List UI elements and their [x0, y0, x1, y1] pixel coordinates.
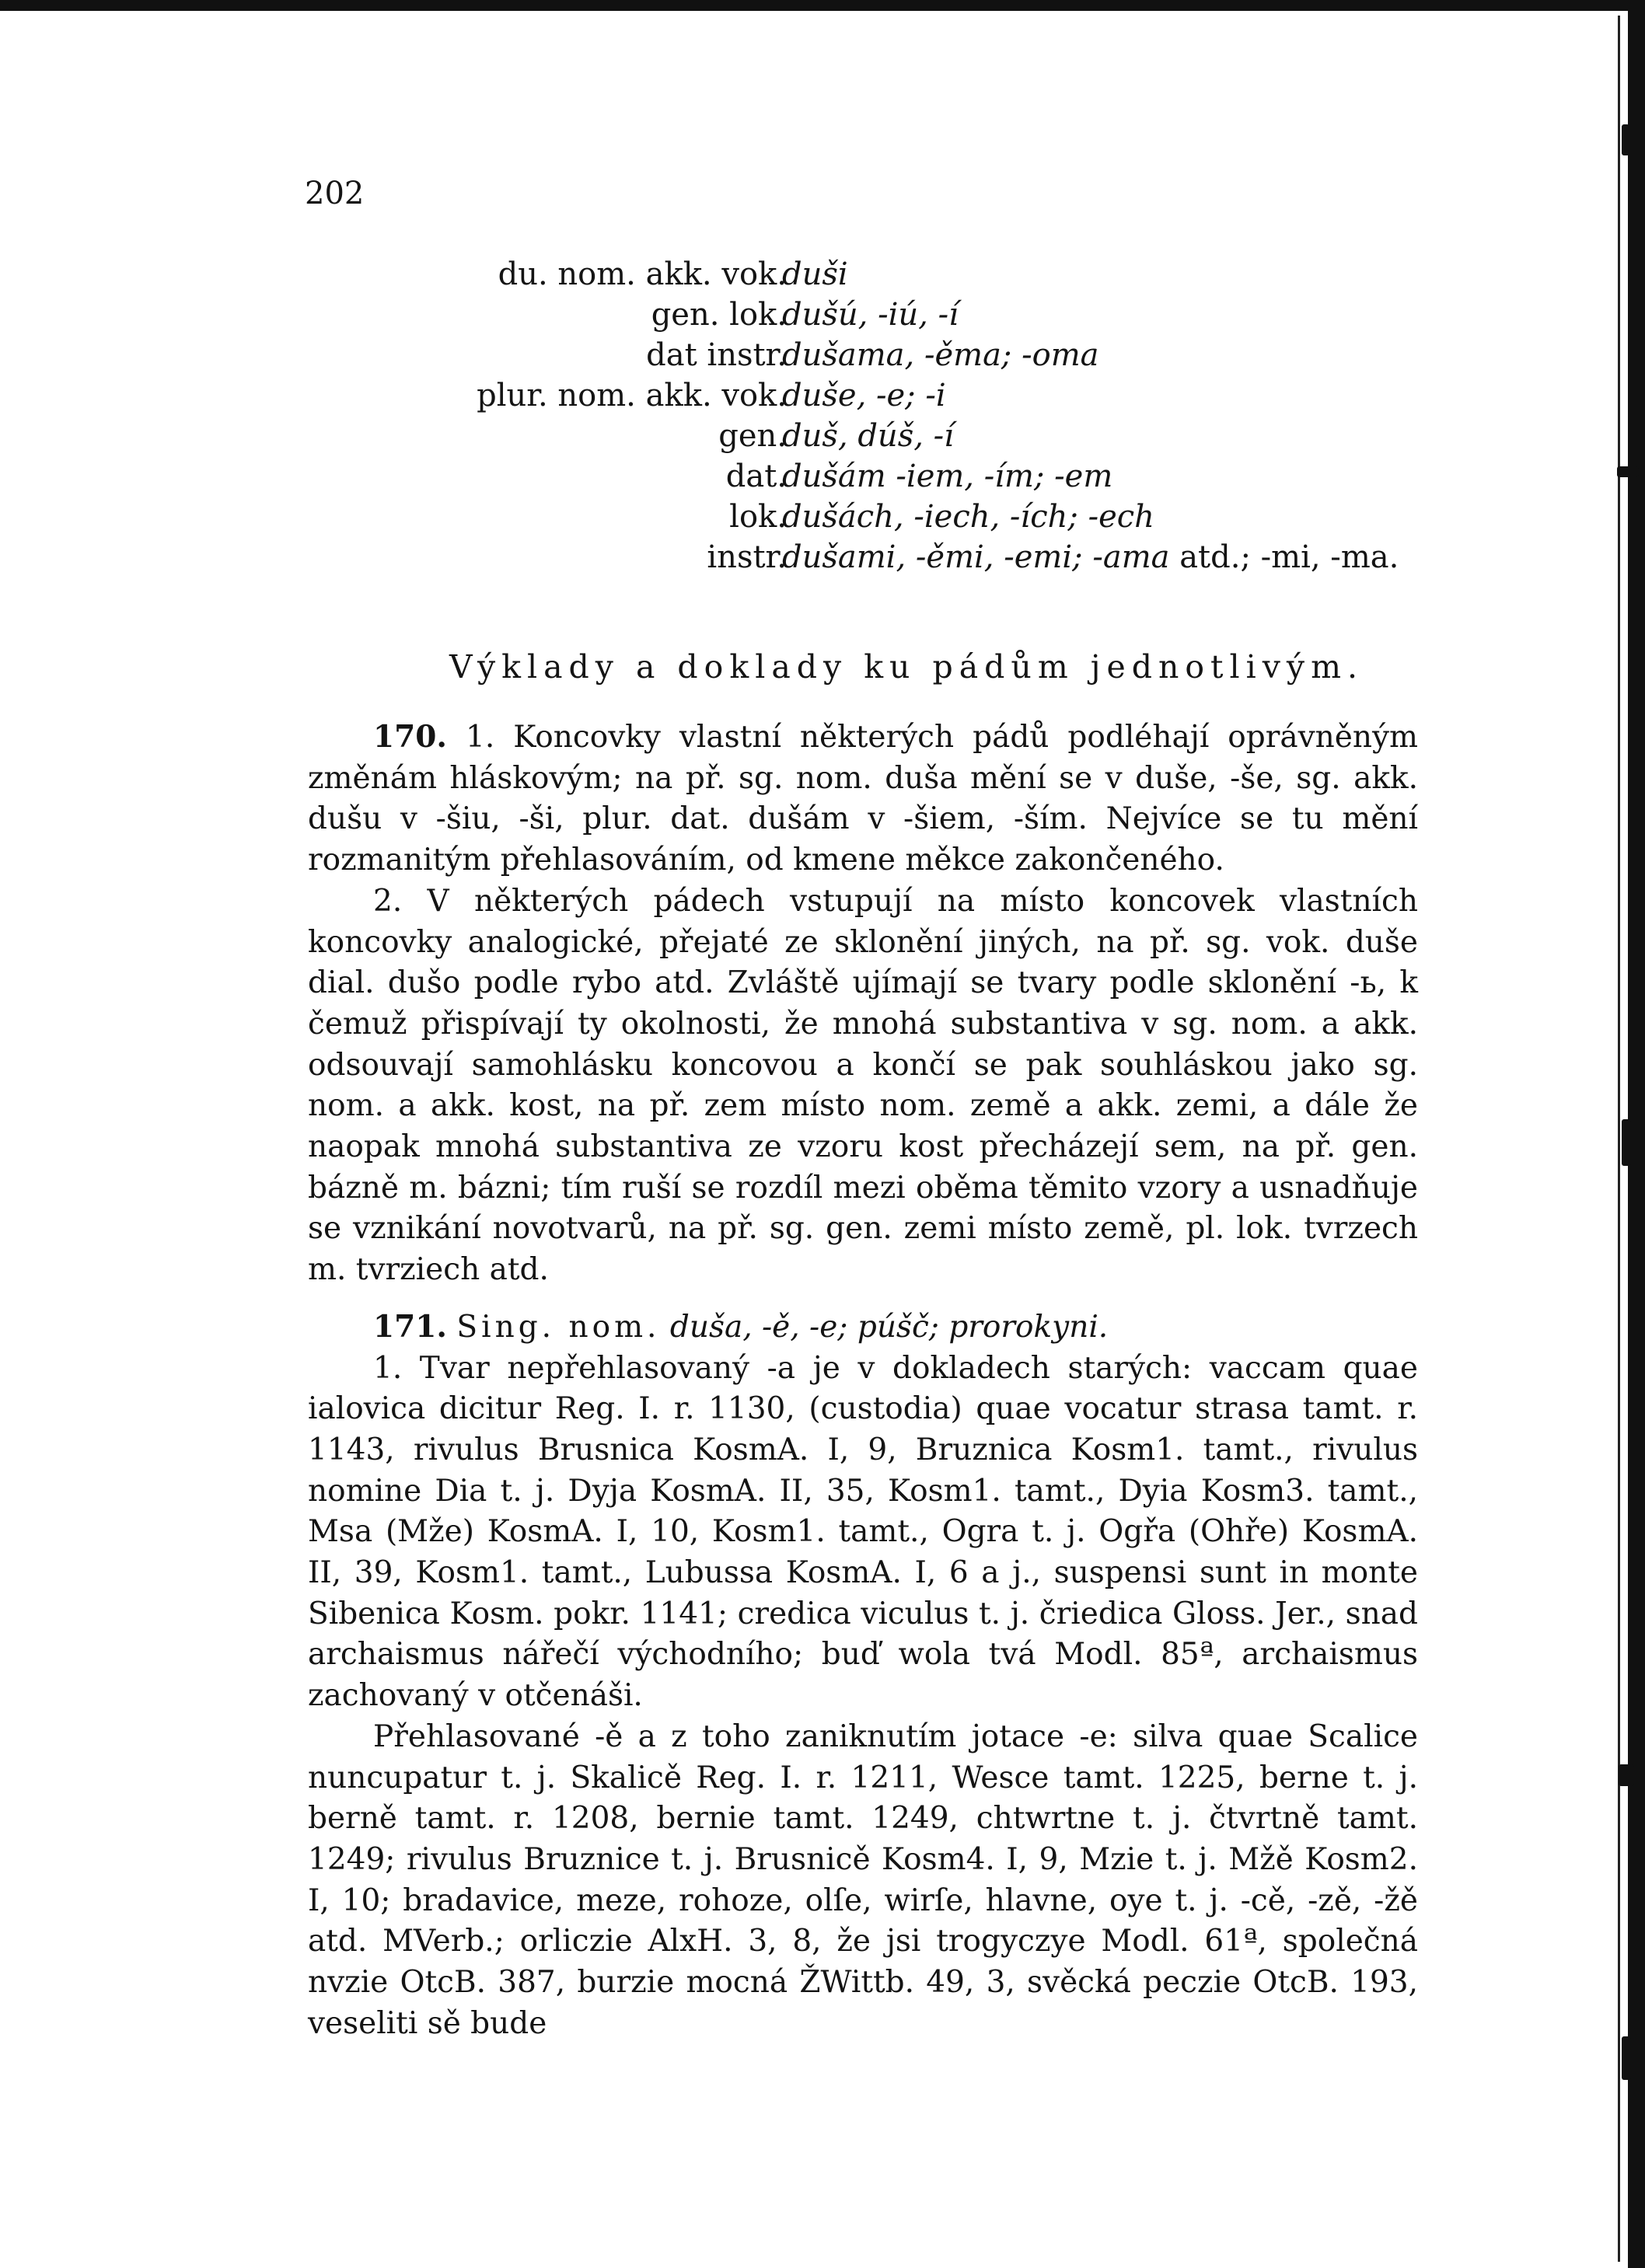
paradigm-row	[0, 378, 1645, 418]
paragraph-text: 1. Koncovky vlastní některých pádů podléhají oprávněným změnám hláskovým; na př. sg. nom. duša mění se v duše, -še, sg. akk. dušu v -šiu, -ši, plur. dat. dušám v -šiem, -ším. Nejvíce se tu mění rozmanitým přehlasováním, od kmene měkce zakončeného.	[308, 720, 1419, 878]
case-heading-forms: duša, -ě, -e; púšč; prorokyni.	[669, 1309, 1109, 1345]
page-number: 202	[305, 176, 365, 211]
case-forms: dušám -iem, -ím; -em	[782, 459, 1113, 494]
scan-speck	[1619, 1764, 1634, 1786]
scan-speck	[1622, 1119, 1631, 1166]
case-label: dat instr.	[646, 337, 787, 373]
case-forms: duš, dúš, -í	[782, 418, 954, 454]
section-number-171: 171.	[373, 1308, 447, 1345]
case-label: instr.	[707, 539, 787, 575]
paradigm-row	[0, 337, 1645, 378]
case-forms-italic: dušami, -ěmi, -emi; -ama	[782, 539, 1170, 575]
paragraph-171-2: Přehlasované -ě a z toho zaniknutím jotace -e: silva quae Scalice nuncupatur t. j. Skalicě Reg. I. r. 1211, Wesce tamt. 1225, berne t. j. berně tamt. r. 1208, bernie tamt. 1249, chtwrtne t. j. čtvrtně tamt. 1249; rivulus Bruznice t. j. Brusnicě Kosm4. I, 9, Mzie t. j. Mžě Kosm2. I, 10; bradavice, meze, rohoze, olſe, wirſe, hlavne, oye t. j. -cě, -zě, -žě atd. MVerb.; orliczie AlxH. 3, 8, že jsi trogyczye Modl. 61ª, společná nvzie OtcB. 387, burzie mocná ŽWittb. 49, 3, svěcká peczie OtcB. 193, veseliti sě bude	[308, 1718, 1418, 2041]
case-label: plur. nom. akk. vok.	[477, 378, 787, 413]
paragraph-171-1: 1. Tvar nepřehlasovaný -a je v dokladech starých: vaccam quae ialovica dicitur Reg. I. r. 1130, (custodia) quae vocatur strasa tamt. r. 1143, rivulus Brusnica KosmA. I, 9, Bruznica Kosm1. tamt., rivulus nomine Dia t. j. Dyja KosmA. II, 35, Kosm1. tamt., Dyia Kosm3. tamt., Msa (Mže) KosmA. I, 10, Kosm1. tamt., Ogra t. j. Ogřa (Ohře) KosmA. II, 39, Kosm1. tamt., Lubussa KosmA. I, 6 a j., suspensi sunt in monte Sibenica Kosm. pokr. 1141; credica viculus t. j. čriedica Gloss. Jer., snad archaismus nářečí východního; buď wola tvá Modl. 85ª, archaismus zachovaný v otčenáši.	[308, 1350, 1418, 1714]
case-label: gen. lok.	[651, 297, 787, 333]
scan-speck	[1622, 2036, 1631, 2080]
case-forms	[782, 539, 1399, 575]
paradigm-row	[0, 539, 1645, 580]
case-label: du. nom. akk. vok.	[498, 256, 787, 292]
case-label: gen.	[718, 418, 787, 454]
paradigm-row	[0, 499, 1645, 539]
case-forms: dušú, -iú, -í	[782, 297, 959, 333]
case-forms-suffix: atd.; -mi, -ma.	[1179, 539, 1399, 575]
case-heading: Sing. nom.	[456, 1309, 661, 1345]
paradigm-row	[0, 256, 1645, 297]
paradigm-row	[0, 418, 1645, 459]
case-label: lok.	[729, 499, 787, 535]
body-text	[308, 717, 1418, 2045]
paragraph-171-head	[308, 1307, 1418, 1349]
case-forms: duši	[782, 256, 848, 292]
declension-paradigm	[0, 256, 1645, 580]
paradigm-row	[0, 297, 1645, 337]
case-forms: duše, -e; -i	[782, 378, 946, 413]
paradigm-row	[0, 459, 1645, 499]
section-number-170: 170.	[373, 719, 447, 755]
scan-speck	[1622, 124, 1629, 155]
paragraph-170-2: 2. V některých pádech vstupují na místo koncovek vlastních koncovky analogické, přejaté ze sklonění jiných, na př. sg. vok. duše dial. dušo podle rybo atd. Zvláště ujímají se tvary podle sklonění -ь, k čemuž přispívají ty okolnosti, že mnohá substantiva v sg. nom. a akk. odsouvají samohlásku koncovou a končí se pak souhláskou jako sg. nom. a akk. kost, na př. zem místo nom. země a akk. zemi, a dále že naopak mnohá substantiva ze vzoru kost přecházejí sem, na př. gen. bázně m. bázni; tím ruší se rozdíl mezi oběma těmito vzory a usnadňuje se vznikání novotvarů, na př. sg. gen. zemi místo země, pl. lok. tvrzech m. tvrziech atd.	[308, 883, 1418, 1288]
case-forms: dušách, -iech, -ích; -ech	[782, 499, 1154, 535]
scan-top-edge	[0, 0, 1645, 11]
case-forms: dušama, -ěma; -oma	[782, 337, 1099, 373]
case-label: dat.	[725, 459, 787, 494]
section-heading: Výklady a doklady ku pádům jednotlivým.	[449, 648, 1364, 686]
paragraph-170-1	[308, 717, 1418, 881]
